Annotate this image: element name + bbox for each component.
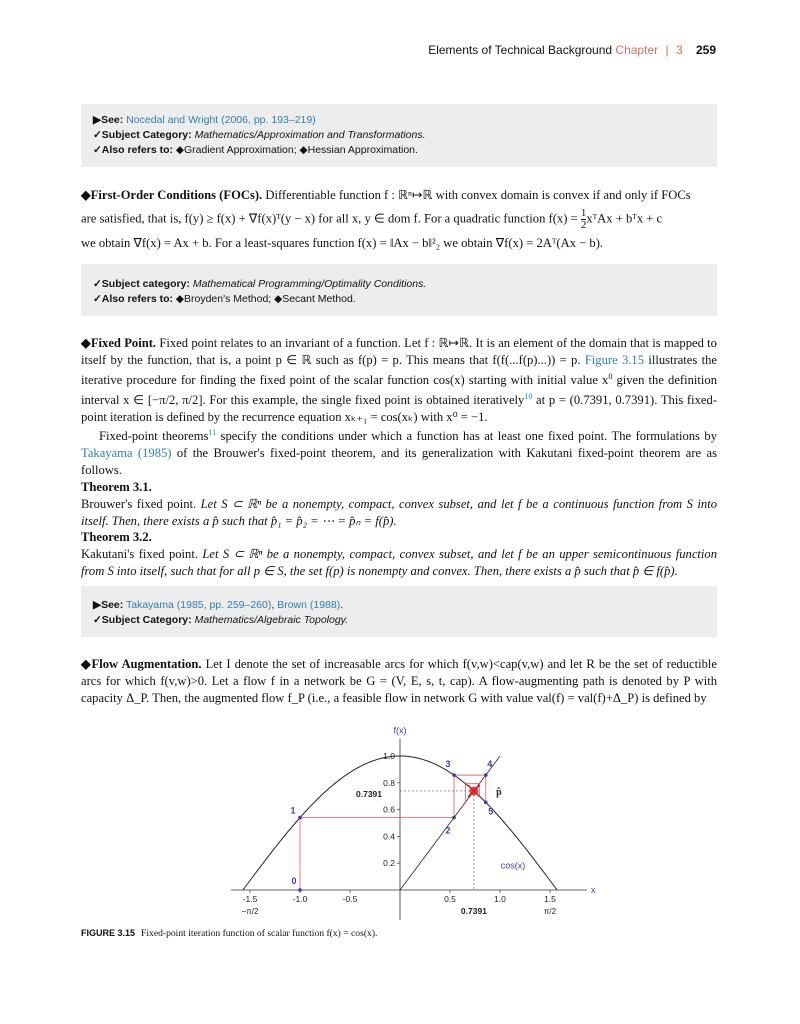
see-link[interactable]: Nocedal and Wright (2006, pp. 193–219) — [126, 114, 316, 126]
foc-line-2a: are satisfied, that is, f(y) ≥ f(x) + ∇f(x)ᵀ(y − x) for all x, y ∈ dom f. For a quadratic function f(x) = — [81, 211, 581, 226]
subject-label: ✓Subject Category: — [93, 614, 192, 626]
header-chapter-label: Chapter — [615, 43, 659, 57]
x-label-fixed: 0.7391 — [460, 906, 487, 916]
y-tick-label: 0.4 — [383, 831, 395, 842]
subject-label: ✓Subject Category: — [93, 129, 192, 141]
subject-label: ✓Subject category: — [93, 278, 190, 290]
fixed-text-2: illustrates the iterative procedure for finding the fixed point of the scalar function cos(x) starting with initial value x — [81, 352, 717, 387]
header-title: Elements of Technical Background — [428, 43, 613, 57]
fixed-text-7: of the Brouwer's fixed-point theorem, and its generalization with Kakutani fixed-point theorem are as follows. — [81, 446, 717, 478]
caption-text: Fixed-point iteration function of scalar function f(x) = cos(x). — [141, 928, 378, 939]
iteration-point-label: 2 — [445, 825, 451, 836]
x-tick-label: -1.5 — [242, 894, 258, 904]
iteration-point-label: 5 — [488, 806, 494, 817]
flow-text: Let I denote the set of increasable arcs for which f(v,w)<cap(v,w) and let R be the set of reductible arcs for which f(v,w)>0. Let a flow f in a network be G = (V, E, s, t, cap). A flow-augmenting path is denoted by P with capacity Δ_P. Then, the augmented flow f_P (i.e., a feasible flow in network G with value val(f) = val(f)+Δ_P) is defined by — [81, 657, 717, 705]
y-tick-label: 0.6 — [383, 804, 395, 815]
subject-text: Mathematics/Algebraic Topology. — [194, 614, 349, 626]
figure-caption — [81, 928, 377, 939]
theorem-2-title: Theorem 3.2. — [81, 530, 152, 545]
cos-fixed-point-chart — [230, 716, 596, 921]
x-tick-label: -1.0 — [292, 894, 308, 904]
foc-heading: ◆First-Order Conditions (FOCs). — [81, 188, 263, 202]
foc-line-1: Differentiable function f : ℝⁿ↦ℝ with convex domain is convex if and only if FOCs — [265, 188, 691, 202]
iteration-point-label: 4 — [487, 759, 493, 770]
theorem-1-title: Theorem 3.1. — [81, 479, 152, 494]
foc-paragraph — [81, 187, 717, 252]
x-tick-label: 1.0 — [494, 894, 506, 904]
x0-superscript: 0 — [608, 371, 613, 381]
see-link-brown[interactable]: Brown (1988) — [277, 599, 341, 611]
refers-text: ◆Broyden's Method; ◆Secant Method. — [175, 293, 356, 305]
fixed-text-6: specify the conditions under which a function has at least one fixed point. The formulations by — [216, 429, 717, 444]
footnote-11[interactable]: 11 — [208, 428, 217, 438]
iteration-point — [452, 816, 456, 820]
x-label-pi-half: π/2 — [543, 907, 557, 916]
y-label-fixed: 0.7391 — [356, 788, 382, 799]
fixed-point-section — [81, 335, 717, 580]
theorem-2-name: Kakutani's fixed point. — [81, 547, 198, 562]
fixed-text-5: Fixed-point theorems — [99, 429, 209, 444]
theorem-2-text: Let S ⊂ ℝⁿ be a nonempty, compact, convex subset, and let f be an upper semicontinuous function from S into itself, such that for all p ∈ S, the set f(p) is nonempty and convex. Then, there exists a p̂ such that p̂ ∈ f(p̂). — [81, 547, 718, 578]
fixed-heading: ◆Fixed Point. — [81, 336, 157, 350]
y-tick-label: 0.8 — [383, 777, 395, 788]
see-also-box-2 — [81, 264, 717, 316]
figure-link[interactable]: Figure 3.15 — [584, 352, 645, 367]
y-tick-label: 0.2 — [383, 858, 395, 869]
iteration-point-label: 0 — [291, 876, 297, 886]
fixed-text-3: given the definition interval x ∈ [−π/2, π/2]. For this example, the single fixed point is obtained iteratively — [81, 372, 717, 407]
fixed-text-4: at p = (0.7391, 0.7391). This fixed-point iteration is defined by the recurrence equation xₖ₊₁ = cos(xₖ) with x⁰ = −1. — [81, 392, 717, 424]
x-tick-label: -0.5 — [342, 894, 358, 904]
header-separator: | — [665, 43, 669, 57]
iteration-point — [298, 888, 302, 892]
foc-line-3: we obtain ∇f(x) = Ax + b. For a least-squares function f(x) = ‖Ax − b‖²₂ we obtain ∇f(x) = 2Aᵀ(Ax − b). — [81, 235, 604, 250]
subject-text: Mathematics/Approximation and Transformations. — [194, 129, 426, 141]
x-axis-label: x — [590, 885, 596, 895]
flow-augmentation-paragraph — [81, 656, 717, 706]
fixed-text-1: Fixed point relates to an invariant of a function. Let f : ℝ↦ℝ. It is an element of the domain that is mapped to itself by the function, that is, a point p ∈ ℝ such as f(p) = p. This means that f(f(...f(p)...)) = p. — [81, 336, 717, 367]
see-label: ▶See: — [93, 114, 124, 126]
theorem-1-name: Brouwer's fixed point. — [81, 496, 197, 511]
cos-curve-label: cos(x) — [500, 860, 526, 871]
figure-label: FIGURE 3.15 — [81, 928, 136, 938]
see-also-box-3: ▶See: Takayama (1985, pp. 259–260), Brown (1988). ✓Subject Category: Mathematics/Algebraic Topology. — [81, 586, 717, 637]
refers-label: ✓Also refers to: — [93, 293, 173, 305]
theorem-1-text: Let S ⊂ ℝⁿ be a nonempty, compact, convex subset, and let f be a continuous function from S into itself. Then, there exists a p̂ such that p̂₁ = p̂₂ = ⋯ = p̂ₙ = f(p̂). — [81, 496, 717, 528]
flow-heading: ◆Flow Augmentation. — [81, 657, 202, 671]
foc-line-2b: xᵀAx + bᵀx + c — [586, 211, 663, 226]
x-tick-label: 1.5 — [544, 894, 556, 904]
iteration-point — [484, 773, 488, 777]
x-label-neg-pi-half: −π/2 — [241, 907, 259, 916]
subject-text: Mathematical Programming/Optimality Conditions. — [192, 278, 427, 290]
iteration-point — [452, 773, 456, 777]
page-number: 259 — [695, 43, 716, 57]
y-axis-label: f(x) — [393, 725, 407, 736]
iteration-point-label: 3 — [445, 759, 451, 770]
takayama-link[interactable]: Takayama (1985) — [81, 446, 172, 461]
running-header — [428, 43, 716, 57]
footnote-10[interactable]: 10 — [524, 391, 533, 401]
iteration-point — [298, 816, 302, 820]
see-label: ▶See: — [93, 599, 124, 611]
refers-text: ◆Gradient Approximation; ◆Hessian Approximation. — [175, 144, 418, 156]
fixed-point-label: p̂ — [496, 786, 502, 798]
iteration-point — [484, 801, 488, 805]
refers-label: ✓Also refers to: — [93, 144, 173, 156]
y-tick-label: 1.0 — [383, 751, 395, 761]
iteration-point-label: 1 — [290, 805, 296, 816]
header-chapter-number: 3 — [675, 43, 683, 57]
see-link-takayama[interactable]: Takayama (1985, pp. 259–260) — [126, 599, 272, 611]
fraction-half: $\frac{1}{2}$ — [580, 206, 587, 231]
x-tick-label: 0.5 — [444, 894, 456, 904]
see-also-box-1 — [81, 104, 717, 167]
